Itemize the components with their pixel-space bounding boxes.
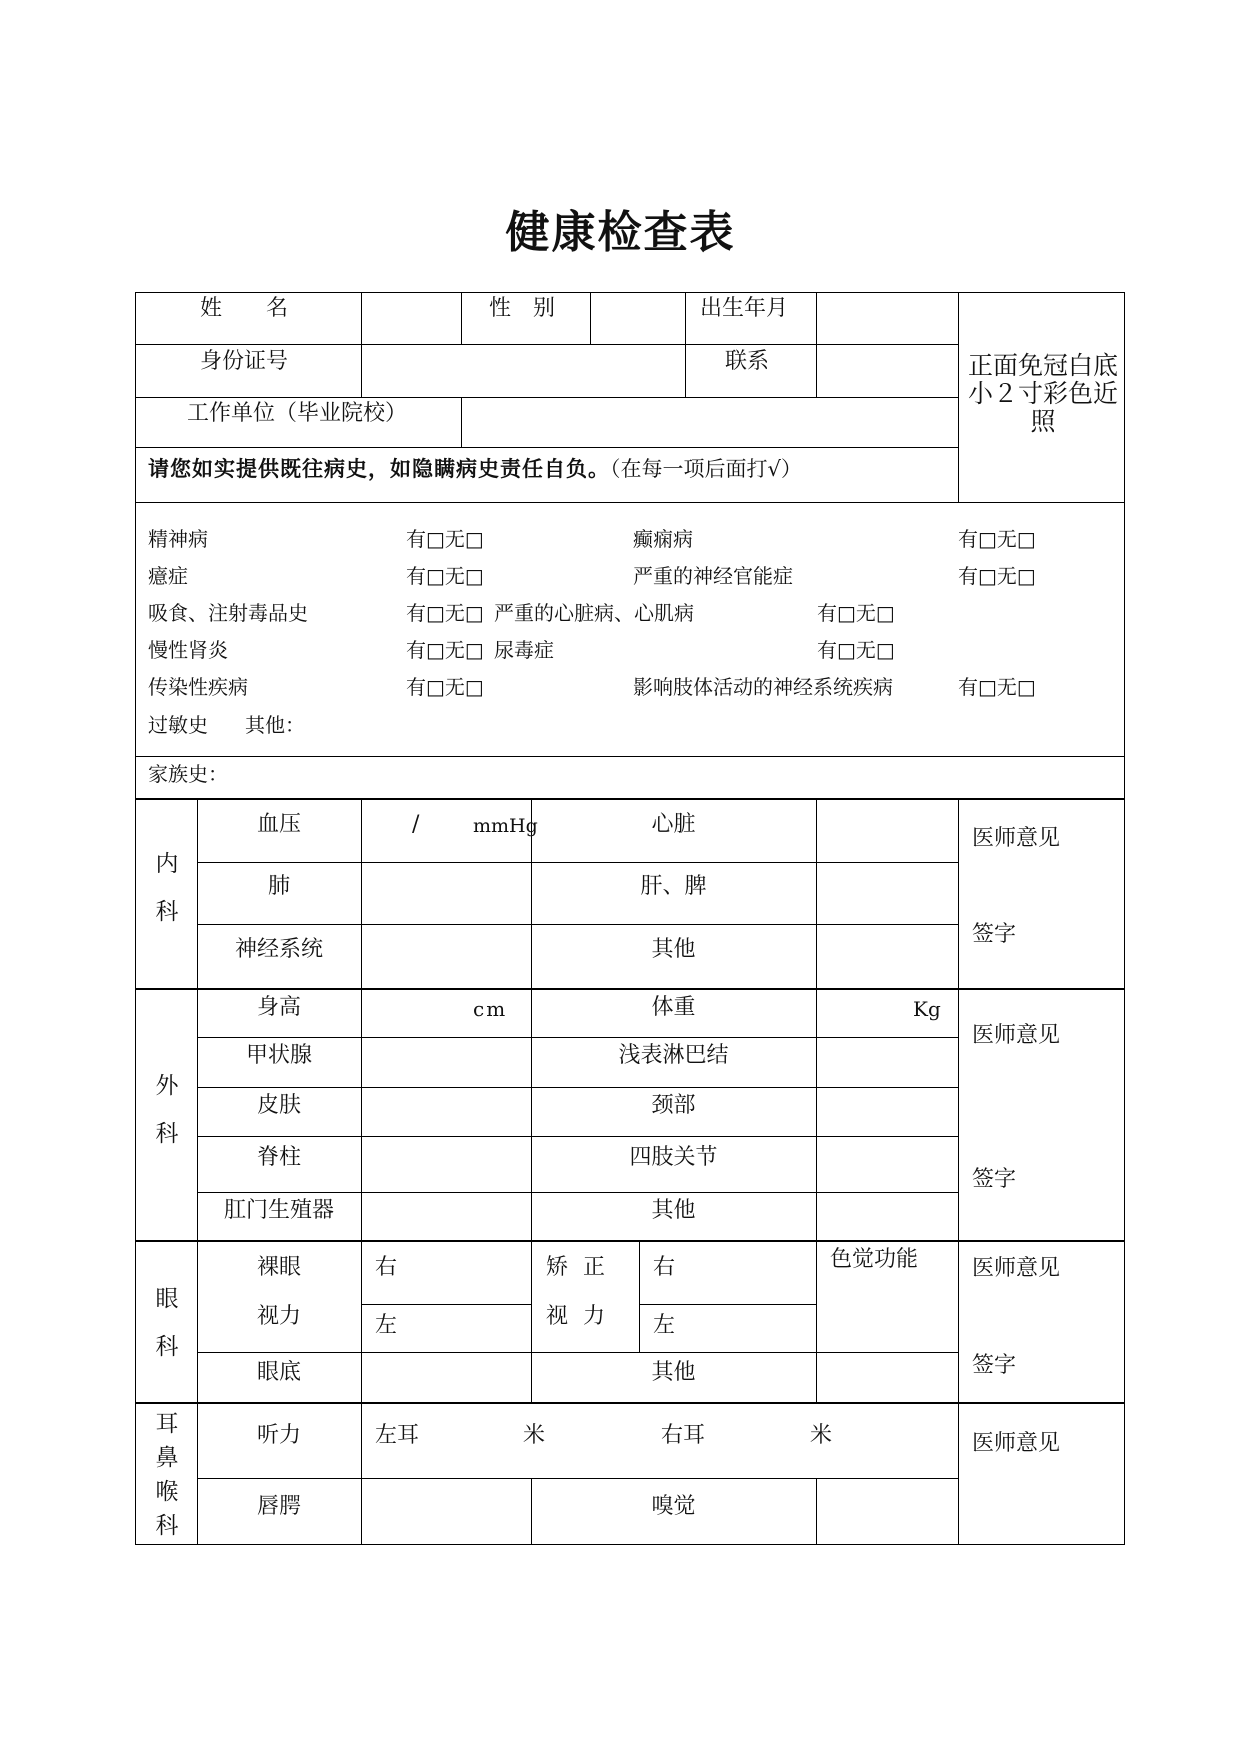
heart-label: 心脏	[651, 812, 696, 837]
dept-eye-label: 眼科	[155, 1286, 179, 1360]
lip-palate-label: 唇腭	[256, 1494, 301, 1519]
corrected-vision-label-2: 视 力	[546, 1304, 609, 1329]
color-vision-label: 色觉功能	[830, 1247, 919, 1272]
smell-label: 嗅觉	[651, 1494, 696, 1519]
left-ear-unit: 米	[523, 1423, 546, 1448]
yes-no-checkbox[interactable]: 有□无□	[406, 527, 484, 551]
allergy-other-label: 其他：	[245, 713, 305, 737]
skin-label: 皮肤	[256, 1093, 301, 1118]
notice-bold: 请您如实提供既往病史，如隐瞒病史责任自负。	[148, 456, 610, 481]
bp-unit: mmHg	[473, 815, 538, 837]
yes-no-checkbox[interactable]: 有□无□	[958, 675, 1036, 699]
yes-no-checkbox[interactable]: 有□无□	[406, 675, 484, 699]
hearing-label: 听力	[256, 1423, 301, 1448]
yes-no-checkbox[interactable]: 有□无□	[406, 638, 484, 662]
weight-label: 体重	[651, 995, 696, 1020]
anal-genital-label: 肛门生殖器	[223, 1198, 334, 1223]
history-label: 吸食、注射毒品史	[148, 601, 308, 625]
height-label: 身高	[256, 995, 301, 1020]
nervous-system-label: 神经系统	[234, 937, 323, 962]
liver-spleen-label: 肝、脾	[640, 874, 707, 899]
spine-label: 脊柱	[256, 1145, 301, 1170]
surgery-sign-label: 签字	[972, 1167, 1017, 1192]
internal-sign-label: 签字	[972, 922, 1017, 947]
bp-slash: /	[412, 812, 420, 837]
photo-placeholder: 正面免冠白底小２寸彩色近照	[967, 351, 1118, 436]
yes-no-checkbox[interactable]: 有□无□	[406, 601, 484, 625]
weight-unit: Kg	[913, 997, 941, 1021]
naked-vision-label: 裸眼	[256, 1255, 301, 1280]
fundus-label: 眼底	[256, 1360, 301, 1385]
notice-normal: （在每一项后面打√）	[610, 457, 802, 481]
dept-internal-label: 内科	[155, 851, 179, 925]
history-label: 尿毒症	[494, 638, 554, 662]
naked-left-label: 左	[375, 1313, 398, 1338]
birth-label: 出生年月	[700, 296, 789, 321]
dept-surgery-label: 外科	[155, 1073, 179, 1147]
yes-no-checkbox[interactable]: 有□无□	[958, 564, 1036, 588]
name-label: 姓 名	[200, 296, 289, 321]
ent-opinion-label: 医师意见	[972, 1431, 1061, 1456]
height-unit: cm	[473, 997, 508, 1021]
allergy-label: 过敏史	[148, 713, 208, 737]
yes-no-checkbox[interactable]: 有□无□	[817, 638, 895, 662]
right-ear-unit: 米	[810, 1423, 833, 1448]
history-label: 严重的神经官能症	[633, 564, 793, 588]
history-label: 癫痫病	[633, 527, 693, 551]
limb-joint-label: 四肢关节	[629, 1145, 718, 1170]
eye-opinion-label: 医师意见	[972, 1256, 1061, 1281]
naked-right-label: 右	[375, 1255, 398, 1280]
history-label: 癔症	[148, 564, 188, 588]
internal-opinion-label: 医师意见	[972, 826, 1061, 851]
internal-other-label: 其他	[651, 937, 696, 962]
yes-no-checkbox[interactable]: 有□无□	[406, 564, 484, 588]
history-label: 传染性疾病	[148, 675, 248, 699]
eye-sign-label: 签字	[972, 1353, 1017, 1378]
history-label: 影响肢体活动的神经系统疾病	[633, 675, 893, 699]
thyroid-label: 甲状腺	[245, 1043, 312, 1068]
yes-no-checkbox[interactable]: 有□无□	[817, 601, 895, 625]
corrected-vision-label: 矫 正	[546, 1255, 609, 1280]
history-label: 慢性肾炎	[148, 638, 228, 662]
neck-label: 颈部	[651, 1093, 696, 1118]
notice-text	[148, 453, 802, 483]
history-label: 精神病	[148, 527, 208, 551]
eye-other-label: 其他	[651, 1360, 696, 1385]
dept-ent-label: 耳鼻喉科	[155, 1411, 179, 1539]
family-history-label: 家族史：	[148, 762, 228, 786]
lung-label: 肺	[267, 874, 290, 899]
history-label: 严重的心脏病、心肌病	[494, 601, 694, 625]
yes-no-checkbox[interactable]: 有□无□	[958, 527, 1036, 551]
corrected-left-label: 左	[653, 1313, 676, 1338]
id-number-label: 身份证号	[200, 349, 289, 374]
page-title: 健康检查表	[505, 207, 736, 258]
surgery-other-label: 其他	[651, 1198, 696, 1223]
bp-label: 血压	[256, 812, 301, 837]
work-unit-label: 工作单位（毕业院校）	[187, 401, 408, 426]
naked-vision-label-2: 视力	[256, 1304, 301, 1329]
gender-label: 性 别	[489, 296, 556, 321]
right-ear-label: 右耳	[661, 1423, 706, 1448]
lymph-node-label: 浅表淋巴结	[618, 1043, 729, 1068]
left-ear-label: 左耳	[375, 1423, 420, 1448]
surgery-opinion-label: 医师意见	[972, 1023, 1061, 1048]
corrected-right-label: 右	[653, 1255, 676, 1280]
contact-label: 联系	[725, 349, 770, 374]
